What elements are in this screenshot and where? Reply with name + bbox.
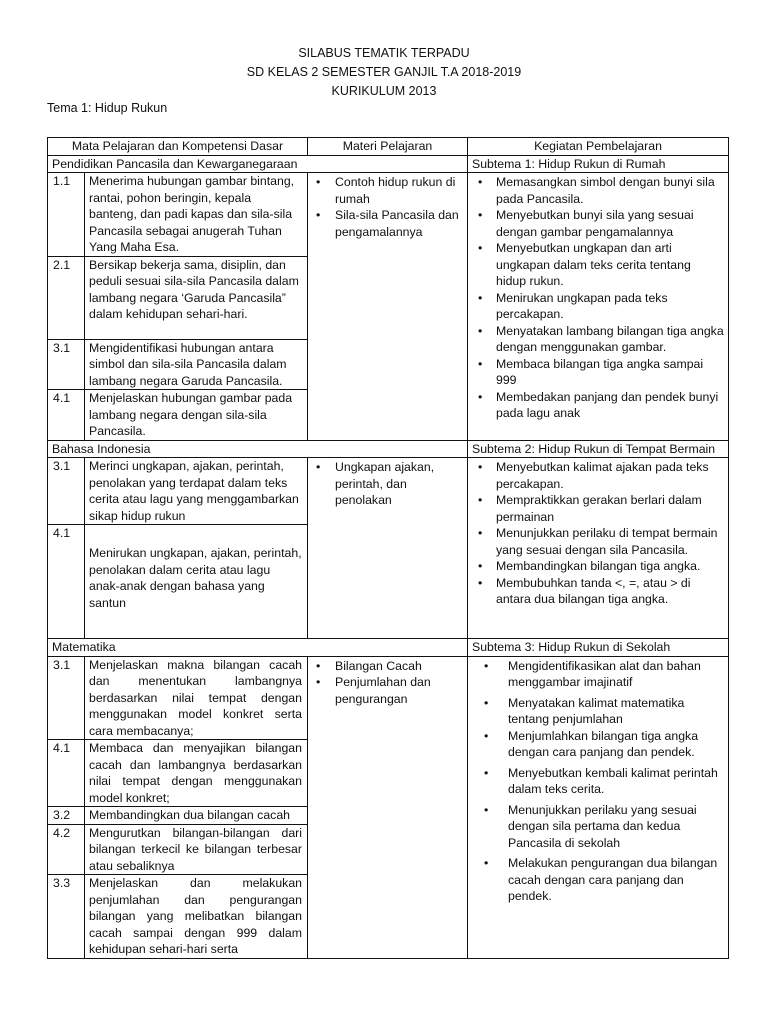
kd-number: 3.2: [48, 807, 85, 825]
list-item: • Mempraktikkan gerakan berlari dalam permainan: [472, 492, 724, 525]
kegiatan-cell: [468, 458, 729, 639]
kd-row: [48, 656, 729, 740]
list-item: • Menyebutkan ungkapan dan arti ungkapan dalam teks cerita tentang hidup rukun.: [472, 240, 724, 290]
subtheme-title: Subtema 3: Hidup Rukun di Sekolah: [468, 639, 729, 657]
kd-row: [48, 458, 729, 525]
section-row-ppkn: [48, 155, 729, 173]
list-item: • Membandingkan bilangan tiga angka.: [472, 558, 724, 575]
list-item: • Menjumlahkan bilangan tiga angka dengan cara panjang dan pendek.: [472, 728, 724, 761]
kd-number: 4.1: [48, 740, 85, 807]
list-item: • Melakukan pengurangan dua bilangan cacah dengan cara panjang dan pendek.: [472, 855, 724, 905]
kegiatan-cell: [468, 173, 729, 441]
materi-cell: [308, 173, 468, 441]
kd-number: 4.2: [48, 824, 85, 875]
kd-number: 3.1: [48, 458, 85, 525]
list-item: • Menunjukkan perilaku di tempat bermain yang sesuai dengan sila Pancasila.: [472, 525, 724, 558]
kd-number: 3.1: [48, 656, 85, 740]
materi-list: [312, 658, 463, 708]
list-item: • Menirukan ungkapan pada teks percakapan.: [472, 290, 724, 323]
list-item: • Menyebutkan kalimat ajakan pada teks percakapan.: [472, 459, 724, 492]
materi-list: [312, 174, 463, 240]
kd-text: Menjelaskan hubungan gambar pada lambang negara dengan sila-sila Pancasila.: [85, 390, 308, 441]
list-item: • Membaca bilangan tiga angka sampai 999: [472, 356, 724, 389]
kd-number: 4.1: [48, 525, 85, 639]
kd-text: Membandingkan dua bilangan cacah: [85, 807, 308, 825]
list-item: • Contoh hidup rukun di rumah: [312, 174, 463, 207]
list-item: • Membedakan panjang dan pendek bunyi pada lagu anak: [472, 389, 724, 422]
materi-list: [312, 459, 463, 509]
subject-title: Bahasa Indonesia: [48, 440, 468, 458]
list-item: • Ungkapan ajakan, perintah, dan penolakan: [312, 459, 463, 509]
table-header-row: [48, 138, 729, 156]
doc-title: SILABUS TEMATIK TERPADU: [298, 46, 470, 60]
kd-number: 3.3: [48, 875, 85, 959]
list-item: • Sila-sila Pancasila dan pengamalannya: [312, 207, 463, 240]
kd-number: 2.1: [48, 256, 85, 339]
kd-text-cell: [85, 525, 308, 639]
column-header-materi: Materi Pelajaran: [308, 138, 468, 156]
kegiatan-list: [472, 174, 724, 422]
kd-number: 3.1: [48, 339, 85, 390]
kd-text: Menirukan ungkapan, ajakan, perintah, penolakan dalam cerita atau lagu anak-anak dengan bahasa yang santun: [89, 546, 302, 610]
column-header-mapel: Mata Pelajaran dan Kompetensi Dasar: [48, 138, 308, 156]
list-item: • Menyatakan lambang bilangan tiga angka dengan menggunakan gambar.: [472, 323, 724, 356]
list-item: • Membubuhkan tanda <, =, atau > di antara dua bilangan tiga angka.: [472, 575, 724, 608]
kd-text: Menjelaskan makna bilangan cacah dan menentukan lambangnya berdasarkan nilai tempat dengan menggunakan model konkret serta cara membacanya;: [85, 656, 308, 740]
list-item: • Mengidentifikasikan alat dan bahan menggambar imajinatif: [472, 658, 724, 691]
section-row-bindo: [48, 440, 729, 458]
list-item: • Memasangkan simbol dengan bunyi sila pada Pancasila.: [472, 174, 724, 207]
kd-text: Menerima hubungan gambar bintang, rantai, pohon beringin, kepala banteng, dan padi kapas dan sila-sila Pancasila sebagai anugerah Tuhan Yang Maha Esa.: [85, 173, 308, 257]
section-row-mtk: [48, 639, 729, 657]
column-header-kegiatan: Kegiatan Pembelajaran: [468, 138, 729, 156]
kd-number: 1.1: [48, 173, 85, 257]
kd-number: 4.1: [48, 390, 85, 441]
kd-text: Menjelaskan dan melakukan penjumlahan dan pengurangan bilangan yang melibatkan bilangan cacah sampai dengan 999 dalam kehidupan sehari-hari serta: [85, 875, 308, 959]
kd-text: Mengidentifikasi hubungan antara simbol dan sila-sila Pancasila dalam lambang negara Garuda Pancasila.: [85, 339, 308, 390]
subject-title: Pendidikan Pancasila dan Kewarganegaraan: [48, 155, 468, 173]
subtheme-title: Subtema 2: Hidup Rukun di Tempat Bermain: [468, 440, 729, 458]
materi-cell: [308, 656, 468, 958]
kegiatan-cell: [468, 656, 729, 958]
list-item: • Penjumlahan dan pengurangan: [312, 674, 463, 707]
list-item: • Bilangan Cacah: [312, 658, 463, 675]
syllabus-table: [47, 137, 729, 959]
kd-text: Membaca dan menyajikan bilangan cacah dan lambangnya berdasarkan nilai tempat dengan menggunakan model konkret;: [85, 740, 308, 807]
list-item: • Menunjukkan perilaku yang sesuai dengan sila pertama dan kedua Pancasila di sekolah: [472, 802, 724, 852]
kd-text: Mengurutkan bilangan-bilangan dari bilangan terkecil ke bilangan terbesar atau sebaliknya: [85, 824, 308, 875]
list-item: • Menyatakan kalimat matematika tentang penjumlahan: [472, 695, 724, 728]
kd-row: [48, 173, 729, 257]
subtheme-title: Subtema 1: Hidup Rukun di Rumah: [468, 155, 729, 173]
theme-label: Tema 1: Hidup Rukun: [47, 101, 168, 115]
kd-text: Merinci ungkapan, ajakan, perintah, penolakan yang terdapat dalam teks cerita atau lagu yang menggambarkan sikap hidup rukun: [85, 458, 308, 525]
list-item: • Menyebutkan bunyi sila yang sesuai dengan gambar pengamalannya: [472, 207, 724, 240]
kegiatan-list: [472, 459, 724, 608]
subject-title: Matematika: [48, 639, 468, 657]
doc-curriculum: KURIKULUM 2013: [331, 84, 437, 98]
list-item: • Menyebutkan kembali kalimat perintah dalam teks cerita.: [472, 765, 724, 798]
kegiatan-list: [472, 658, 724, 905]
doc-subtitle: SD KELAS 2 SEMESTER GANJIL T.A 2018-2019: [246, 65, 522, 79]
kd-text: Bersikap bekerja sama, disiplin, dan peduli sesuai sila-sila Pancasila dalam lambang negara ‘Garuda Pancasila” dalam kehidupan sehari-hari.: [85, 256, 308, 339]
materi-cell: [308, 458, 468, 639]
document-header: [0, 44, 768, 101]
